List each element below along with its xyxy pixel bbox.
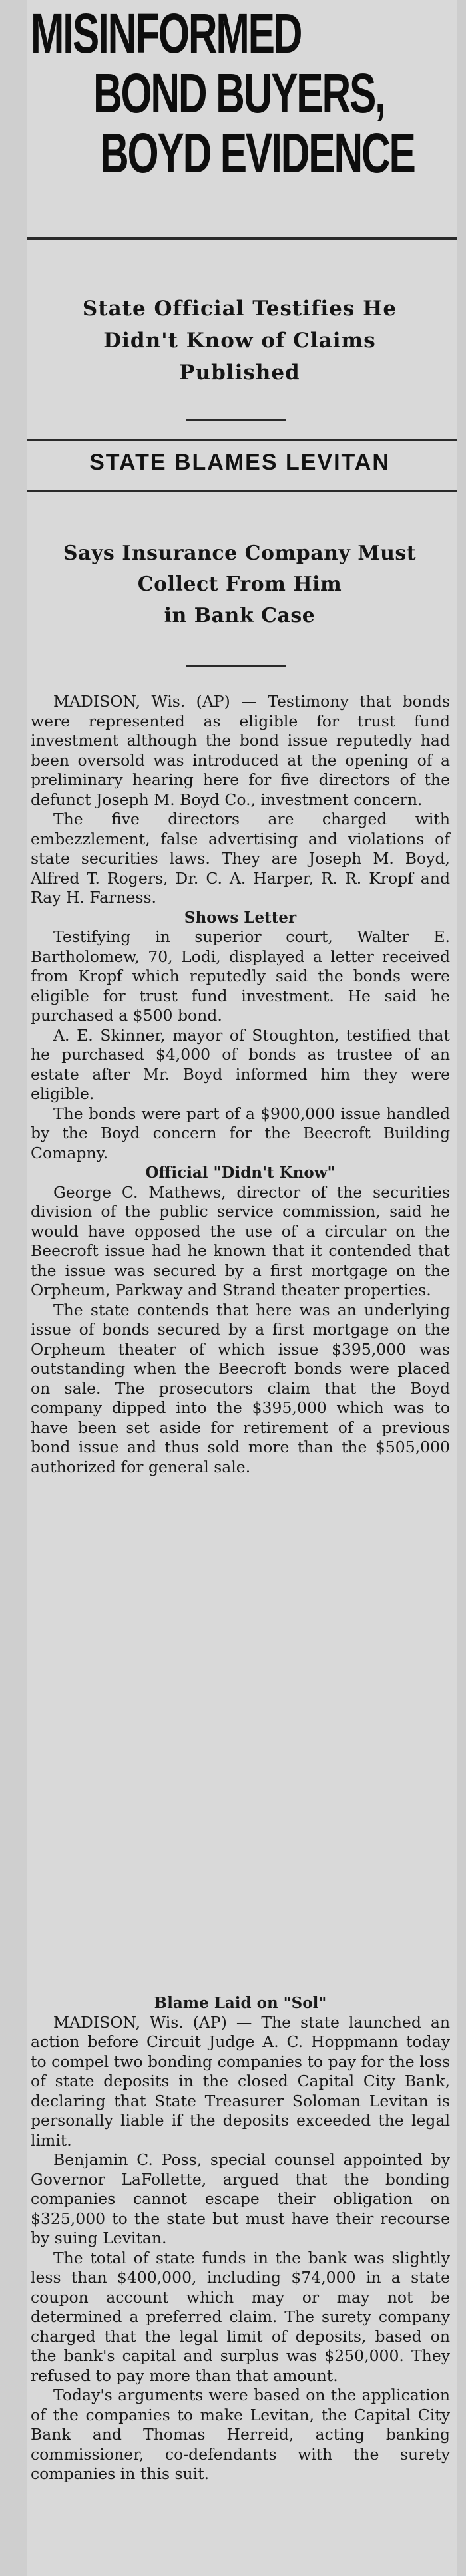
story-two-paragraph: Today's arguments were based on the application of the companies to make Levitan, the Capital City Bank and Thomas Herreid, acting banking commissioner, co-defendants with the surety companies in this suit. bbox=[31, 2386, 450, 2483]
headline-line-2: BOND BUYERS, bbox=[93, 62, 385, 124]
story-one-paragraph: A. E. Skinner, mayor of Stoughton, testified that he purchased $4,000 of bonds as trustee of an estate after Mr. Boyd informed him they were eligible. bbox=[31, 1025, 450, 1103]
banner-rule-top bbox=[27, 439, 457, 441]
deck-one-line-1: State Official Testifies He bbox=[82, 297, 397, 321]
story-one-paragraph: Testifying in superior court, Walter E. Bartholomew, 70, Lodi, displayed a letter received from Kropf which reputedly said the bonds were eligible for trust fund investment. He said he purchased a $500 bond. bbox=[31, 927, 450, 1025]
deck-two-rule bbox=[186, 665, 286, 667]
headline-rule bbox=[27, 237, 457, 240]
story-two bbox=[31, 1993, 450, 2484]
story-one bbox=[31, 692, 450, 1477]
headline-line-3: BOYD EVIDENCE bbox=[100, 122, 415, 184]
deck-two-line-3: in Bank Case bbox=[164, 604, 316, 627]
story-one-paragraph: The bonds were part of a $900,000 issue handled by the Boyd concern for the Beecroft Building Comapny. bbox=[31, 1104, 450, 1162]
subhead-shows-letter: Shows Letter bbox=[184, 908, 297, 927]
deck-two bbox=[27, 538, 453, 631]
deck-two-line-1: Says Insurance Company Must bbox=[63, 542, 417, 565]
section-banner: STATE BLAMES LEVITAN bbox=[89, 450, 390, 475]
story-one-paragraph: The state contends that here was an underlying issue of bonds secured by a first mortgage on the Orpheum theater of which issue $395,000 was outstanding when the Beecroft bonds were placed on sale. The prosecutors claim that the Boyd company dipped into the $395,000 which was to have been set aside for retirement of a previous bond issue and thus sold more than the $505,000 authorized for general sale. bbox=[31, 1300, 450, 1476]
deck-one-line-2: Didn't Know of Claims bbox=[103, 329, 376, 353]
subhead-blame-laid-on-sol: Blame Laid on "Sol" bbox=[154, 1994, 327, 2012]
deck-one bbox=[27, 293, 453, 389]
scan-margin-right bbox=[457, 0, 466, 2576]
deck-one-line-3: Published bbox=[179, 361, 300, 385]
deck-one-rule bbox=[186, 419, 286, 421]
story-two-paragraph: The total of state funds in the bank was slightly less than $400,000, including $74,000 in a state coupon account which may or may not be determined a preferred claim. The surety company charged that the legal limit of deposits, based on the bank's capital and surplus was $250,000. They refused to pay more than that amount. bbox=[31, 2248, 450, 2385]
story-one-paragraph: George C. Mathews, director of the securities division of the public service commission, said he would have opposed the use of a circular on the Beecroft issue had he known that it contended that the issue was secured by a first mortgage on the Orpheum, Parkway and Strand theater properties. bbox=[31, 1182, 450, 1299]
headline-line-1: MISINFORMED bbox=[31, 2, 302, 65]
deck-two-line-2: Collect From Him bbox=[137, 573, 342, 596]
headline bbox=[27, 0, 457, 184]
story-two-paragraph: Benjamin C. Poss, special counsel appointed by Governor LaFollette, argued that the bonding companies cannot escape their obligation on $325,000 to the state but must have their recourse by suing Levitan. bbox=[31, 2150, 450, 2247]
story-one-paragraph: MADISON, Wis. (AP) — Testimony that bonds were represented as eligible for trust fund investment although the bond issue reputedly had been oversold was introduced at the opening of a preliminary hearing here for five directors of the defunct Joseph M. Boyd Co., investment concern. bbox=[31, 692, 450, 809]
subhead-official-didnt-know: Official "Didn't Know" bbox=[145, 1164, 336, 1182]
banner-rule-bottom bbox=[27, 490, 457, 492]
story-one-paragraph: The five directors are charged with embezzlement, false advertising and violations of state securities laws. They are Joseph M. Boyd, Alfred T. Rogers, Dr. C. A. Harper, R. R. Kropf and Ray H. Farness. bbox=[31, 810, 450, 907]
story-two-paragraph: MADISON, Wis. (AP) — The state launched an action before Circuit Judge A. C. Hoppmann today to compel two bonding companies to pay for the loss of state deposits in the closed Capital City Bank, declaring that State Treasurer Soloman Levitan is personally liable if the deposits exceeded the legal limit. bbox=[31, 2012, 450, 2150]
scan-margin-left bbox=[0, 0, 27, 2576]
